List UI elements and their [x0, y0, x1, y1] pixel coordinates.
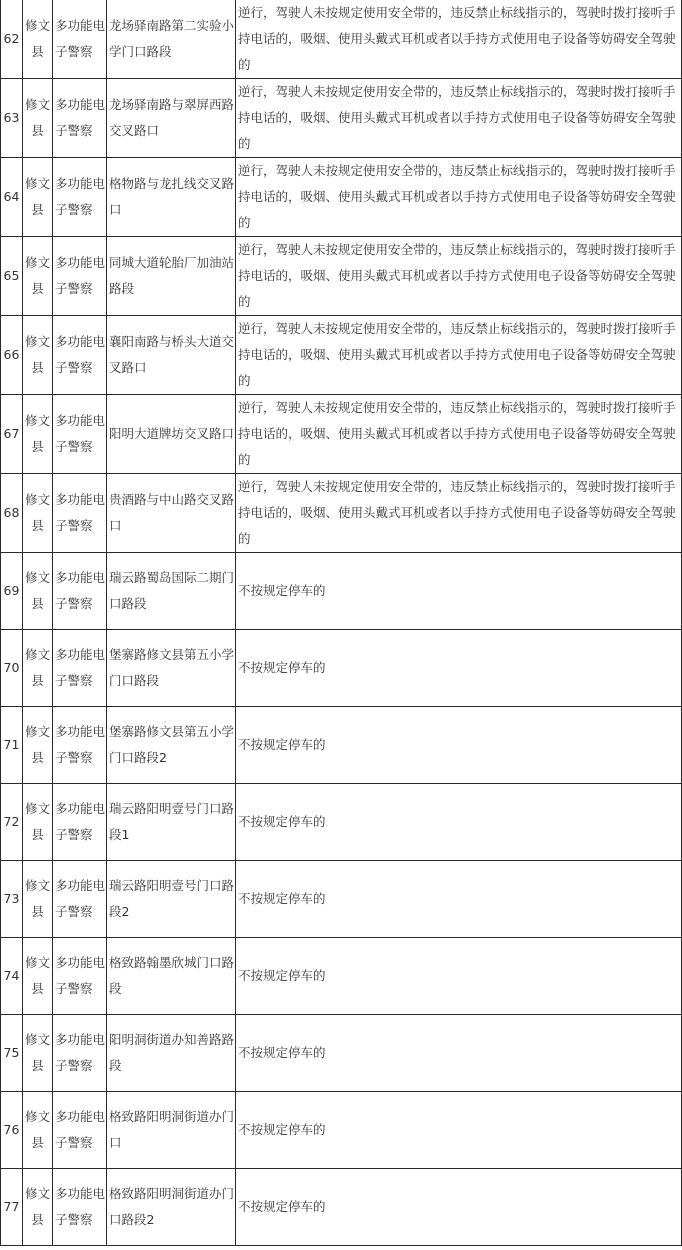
row-number: 66: [1, 316, 23, 395]
table-row: [1, 79, 682, 158]
device-type-cell: 多功能电子警察: [53, 1092, 107, 1169]
table-row: [1, 237, 682, 316]
violation-cell: 逆行，驾驶人未按规定使用安全带的，违反禁止标线指示的，驾驶时拨打接听手持电话的，吸烟、使用头戴式耳机或者以手持方式使用电子设备等妨碍安全驾驶的: [236, 0, 682, 79]
row-number: 72: [1, 784, 23, 861]
device-type-cell: 多功能电子警察: [53, 784, 107, 861]
row-number: 65: [1, 237, 23, 316]
row-number: 64: [1, 158, 23, 237]
device-type-cell: 多功能电子警察: [53, 395, 107, 474]
county-cell: 修文县: [23, 784, 53, 861]
row-number: 77: [1, 1169, 23, 1246]
violation-cell: 不按规定停车的: [236, 553, 682, 630]
location-cell: 堡寨路修文县第五小学门口路段: [107, 630, 236, 707]
location-cell: 格物路与龙扎线交叉路口: [107, 158, 236, 237]
violation-cell: 逆行，驾驶人未按规定使用安全带的，违反禁止标线指示的，驾驶时拨打接听手持电话的，吸烟、使用头戴式耳机或者以手持方式使用电子设备等妨碍安全驾驶的: [236, 79, 682, 158]
county-cell: 修文县: [23, 0, 53, 79]
table-row: [1, 784, 682, 861]
location-cell: 龙场驿南路与翠屏西路交叉路口: [107, 79, 236, 158]
location-cell: 襄阳南路与桥头大道交叉路口: [107, 316, 236, 395]
county-cell: 修文县: [23, 630, 53, 707]
location-cell: 龙场驿南路第二实验小学门口路段: [107, 0, 236, 79]
row-number: 69: [1, 553, 23, 630]
violation-cell: 不按规定停车的: [236, 861, 682, 938]
location-cell: 阳明洞街道办知善路路段: [107, 1015, 236, 1092]
violation-cell: 不按规定停车的: [236, 1092, 682, 1169]
row-number: 75: [1, 1015, 23, 1092]
device-type-cell: 多功能电子警察: [53, 79, 107, 158]
location-cell: 同城大道轮胎厂加油站路段: [107, 237, 236, 316]
county-cell: 修文县: [23, 474, 53, 553]
row-number: 62: [1, 0, 23, 79]
row-number: 70: [1, 630, 23, 707]
table-body: [1, 0, 682, 1246]
violation-cell: 逆行，驾驶人未按规定使用安全带的，违反禁止标线指示的，驾驶时拨打接听手持电话的，吸烟、使用头戴式耳机或者以手持方式使用电子设备等妨碍安全驾驶的: [236, 237, 682, 316]
violation-cell: 不按规定停车的: [236, 630, 682, 707]
device-type-cell: 多功能电子警察: [53, 938, 107, 1015]
location-cell: 格致路翰墨欣城门口路段: [107, 938, 236, 1015]
county-cell: 修文县: [23, 553, 53, 630]
row-number: 74: [1, 938, 23, 1015]
table-row: [1, 1092, 682, 1169]
county-cell: 修文县: [23, 707, 53, 784]
county-cell: 修文县: [23, 79, 53, 158]
table-row: [1, 630, 682, 707]
device-type-cell: 多功能电子警察: [53, 237, 107, 316]
location-cell: 格致路阳明洞街道办门口路段2: [107, 1169, 236, 1246]
county-cell: 修文县: [23, 395, 53, 474]
county-cell: 修文县: [23, 1015, 53, 1092]
table-row: [1, 1015, 682, 1092]
table-row: [1, 861, 682, 938]
device-type-cell: 多功能电子警察: [53, 0, 107, 79]
county-cell: 修文县: [23, 1169, 53, 1246]
row-number: 63: [1, 79, 23, 158]
table-row: [1, 316, 682, 395]
county-cell: 修文县: [23, 158, 53, 237]
county-cell: 修文县: [23, 316, 53, 395]
location-cell: 瑞云路阳明壹号门口路段2: [107, 861, 236, 938]
violation-cell: 逆行，驾驶人未按规定使用安全带的，违反禁止标线指示的，驾驶时拨打接听手持电话的，吸烟、使用头戴式耳机或者以手持方式使用电子设备等妨碍安全驾驶的: [236, 474, 682, 553]
device-type-cell: 多功能电子警察: [53, 630, 107, 707]
row-number: 73: [1, 861, 23, 938]
device-type-cell: 多功能电子警察: [53, 1169, 107, 1246]
table-row: [1, 0, 682, 79]
table-row: [1, 1169, 682, 1246]
device-type-cell: 多功能电子警察: [53, 553, 107, 630]
row-number: 67: [1, 395, 23, 474]
table-row: [1, 395, 682, 474]
county-cell: 修文县: [23, 1092, 53, 1169]
table-row: [1, 938, 682, 1015]
device-type-cell: 多功能电子警察: [53, 861, 107, 938]
location-cell: 瑞云路阳明壹号门口路段1: [107, 784, 236, 861]
device-type-cell: 多功能电子警察: [53, 474, 107, 553]
violation-cell: 不按规定停车的: [236, 938, 682, 1015]
violation-cell: 逆行，驾驶人未按规定使用安全带的，违反禁止标线指示的，驾驶时拨打接听手持电话的，吸烟、使用头戴式耳机或者以手持方式使用电子设备等妨碍安全驾驶的: [236, 158, 682, 237]
county-cell: 修文县: [23, 938, 53, 1015]
location-cell: 格致路阳明洞街道办门口: [107, 1092, 236, 1169]
violation-cell: 不按规定停车的: [236, 1169, 682, 1246]
county-cell: 修文县: [23, 237, 53, 316]
table-row: [1, 474, 682, 553]
county-cell: 修文县: [23, 861, 53, 938]
device-type-cell: 多功能电子警察: [53, 1015, 107, 1092]
location-cell: 阳明大道牌坊交叉路口: [107, 395, 236, 474]
device-type-cell: 多功能电子警察: [53, 316, 107, 395]
violation-cell: 不按规定停车的: [236, 1015, 682, 1092]
table-row: [1, 553, 682, 630]
violation-cell: 不按规定停车的: [236, 784, 682, 861]
violation-cell: 逆行，驾驶人未按规定使用安全带的，违反禁止标线指示的，驾驶时拨打接听手持电话的，吸烟、使用头戴式耳机或者以手持方式使用电子设备等妨碍安全驾驶的: [236, 316, 682, 395]
row-number: 68: [1, 474, 23, 553]
row-number: 71: [1, 707, 23, 784]
table-row: [1, 158, 682, 237]
device-type-cell: 多功能电子警察: [53, 707, 107, 784]
device-type-cell: 多功能电子警察: [53, 158, 107, 237]
violation-cell: 逆行，驾驶人未按规定使用安全带的，违反禁止标线指示的，驾驶时拨打接听手持电话的，吸烟、使用头戴式耳机或者以手持方式使用电子设备等妨碍安全驾驶的: [236, 395, 682, 474]
location-cell: 瑞云路蜀岛国际二期门口路段: [107, 553, 236, 630]
row-number: 76: [1, 1092, 23, 1169]
location-cell: 堡寨路修文县第五小学门口路段2: [107, 707, 236, 784]
location-cell: 贵酒路与中山路交叉路口: [107, 474, 236, 553]
table-row: [1, 707, 682, 784]
violation-cell: 不按规定停车的: [236, 707, 682, 784]
